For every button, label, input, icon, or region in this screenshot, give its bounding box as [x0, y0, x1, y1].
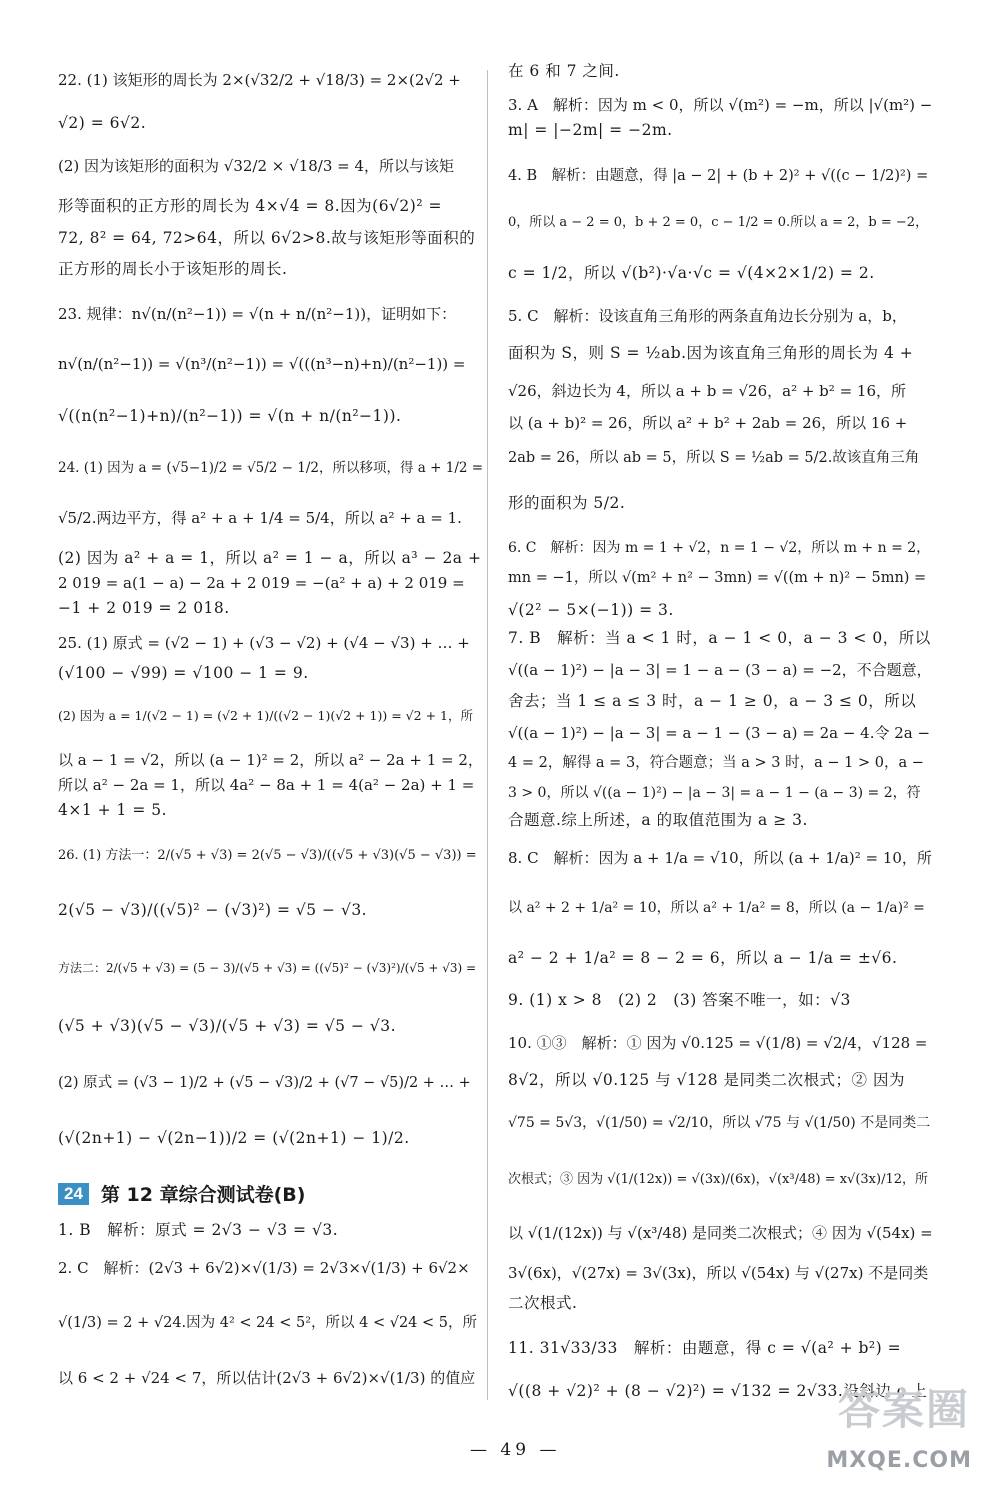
- text-line: 正方形的周长小于该矩形的周长.: [58, 260, 288, 278]
- text-line: √2) = 6√2.: [58, 114, 147, 132]
- text-line: 4 = 2，解得 a = 3，符合题意；当 a > 3 时，a − 1 > 0，a −: [508, 755, 924, 771]
- text-line: √(1/3) = 2 + √24.因为 4² < 24 < 5²，所以 4 < √24 < 5，所: [58, 1315, 478, 1331]
- text-line: 8. C 解析：因为 a + 1/a = √10，所以 (a + 1/a)² = 10，所: [508, 849, 932, 867]
- watermark-text-cn: 答案圈: [837, 1385, 970, 1434]
- text-line: 方法二：2/(√5 + √3) = (5 − 3)/(√5 + √3) = ((√5)² − (√3)²)/(√5 + √3) =: [58, 961, 477, 975]
- text-line: 以 (a + b)² = 26，所以 a² + b² + 2ab = 26，所以 16 +: [508, 414, 908, 432]
- text-line: 2(√5 − √3)/((√5)² − (√3)²) = √5 − √3.: [58, 901, 368, 919]
- text-line: 9. (1) x > 8 (2) 2 (3) 答案不唯一，如：√3: [508, 991, 851, 1009]
- text-line: (√100 − √99) = √100 − 1 = 9.: [58, 664, 309, 682]
- text-line: (√5 + √3)(√5 − √3)/(√5 + √3) = √5 − √3.: [58, 1017, 397, 1035]
- text-line: a² − 2 + 1/a² = 8 − 2 = 6，所以 a − 1/a = ±√6.: [508, 949, 898, 967]
- text-line: 26. (1) 方法一：2/(√5 + √3) = 2(√5 − √3)/((√5 + √3)(√5 − √3)) =: [58, 848, 477, 863]
- text-line: 5. C 解析：设该直角三角形的两条直角边长分别为 a，b，: [508, 307, 907, 325]
- text-line: 10. ①③ 解析：① 因为 √0.125 = √(1/8) = √2/4，√128 =: [508, 1034, 928, 1052]
- text-line: 7. B 解析：当 a < 1 时，a − 1 < 0，a − 3 < 0，所以: [508, 629, 931, 647]
- text-line: 在 6 和 7 之间.: [508, 62, 620, 80]
- text-line: 形等面积的正方形的周长为 4×√4 = 8.因为(6√2)² =: [58, 197, 442, 215]
- text-line: 3. A 解析：因为 m < 0，所以 √(m²) = −m，所以 |√(m²) −: [508, 96, 933, 114]
- text-line: −1 + 2 019 = 2 018.: [58, 599, 230, 617]
- text-line: 24. (1) 因为 a = (√5−1)/2 = √5/2 − 1/2，所以移项，得 a + 1/2 =: [58, 460, 484, 476]
- text-line: 4×1 + 1 = 5.: [58, 801, 168, 819]
- text-line: (2) 因为 a² + a = 1，所以 a² = 1 − a，所以 a³ − 2a +: [58, 549, 482, 567]
- text-line: 2ab = 26，所以 ab = 5，所以 S = ½ab = 5/2.故该直角三角: [508, 450, 920, 466]
- section-number-badge: 24: [58, 1183, 89, 1205]
- text-line: 3√(6x)，√(27x) = 3√(3x)，所以 √(54x) 与 √(27x) 不是同类: [508, 1264, 929, 1282]
- text-line: n√(n/(n²−1)) = √(n³/(n²−1)) = √(((n³−n)+n)/(n²−1)) =: [58, 355, 466, 373]
- text-line: 72, 8² = 64, 72>64，所以 6√2>8.故与该矩形等面积的: [58, 229, 476, 247]
- text-line: c = 1/2，所以 √(b²)·√a·√c = √(4×2×1/2) = 2.: [508, 264, 875, 282]
- text-line: √((a − 1)²) − |a − 3| = 1 − a − (3 − a) = −2，不合题意，: [508, 661, 932, 679]
- text-line: 以 √(1/(12x)) 与 √(x³/48) 是同类二次根式；④ 因为 √(54x) =: [508, 1224, 933, 1242]
- text-line: √((8 + √2)² + (8 − √2)²) = √132 = 2√33.设斜边 c 上: [508, 1382, 928, 1400]
- section-title: 第 12 章综合测试卷(B): [100, 1184, 306, 1206]
- column-divider: [487, 70, 488, 1400]
- text-line: 6. C 解析：因为 m = 1 + √2，n = 1 − √2，所以 m + n = 2，: [508, 540, 931, 556]
- text-line: 以 a − 1 = √2，所以 (a − 1)² = 2，所以 a² − 2a + 1 = 2，: [58, 751, 483, 769]
- text-line: 1. B 解析：原式 = 2√3 − √3 = √3.: [58, 1221, 339, 1239]
- text-line: (2) 原式 = (√3 − 1)/2 + (√5 − √3)/2 + (√7 − √5)/2 + … +: [58, 1075, 471, 1091]
- text-line: 2 019 = a(1 − a) − 2a + 2 019 = −(a² + a) + 2 019 =: [58, 574, 465, 592]
- text-line: √((n(n²−1)+n)/(n²−1)) = √(n + n/(n²−1)).: [58, 407, 402, 425]
- text-line: 2. C 解析：(2√3 + 6√2)×√(1/3) = 2√3×√(1/3) + 6√2×: [58, 1259, 470, 1277]
- text-line: mn = −1，所以 √(m² + n² − 3mn) = √((m + n)² − 5mn) =: [508, 570, 927, 586]
- text-line: 以 6 < 2 + √24 < 7，所以估计(2√3 + 6√2)×√(1/3) 的值应: [58, 1369, 476, 1387]
- text-line: √5/2.两边平方，得 a² + a + 1/4 = 5/4，所以 a² + a = 1.: [58, 509, 462, 527]
- text-line: 面积为 S，则 S = ½ab.因为该直角三角形的周长为 4 +: [508, 344, 914, 362]
- text-line: √75 = 5√3，√(1/50) = √2/10，所以 √75 与 √(1/50) 不是同类二: [508, 1115, 931, 1131]
- text-line: (√(2n+1) − √(2n−1))/2 = (√(2n+1) − 1)/2.: [58, 1129, 410, 1147]
- text-line: 以 a² + 2 + 1/a² = 10，所以 a² + 1/a² = 8，所以 (a − 1/a)² =: [508, 900, 925, 916]
- text-line: 8√2，所以 √0.125 与 √128 是同类二次根式；② 因为: [508, 1071, 905, 1089]
- text-line: 所以 a² − 2a = 1，所以 4a² − 8a + 1 = 4(a² − 2a) + 1 =: [58, 776, 475, 794]
- text-line: √((a − 1)²) − |a − 3| = a − 1 − (3 − a) = 2a − 4.令 2a −: [508, 724, 931, 742]
- text-line: 合题意.综上所述，a 的取值范围为 a ≥ 3.: [508, 811, 808, 829]
- page-number: — 49 —: [470, 1440, 561, 1460]
- text-line: 二次根式.: [508, 1294, 578, 1312]
- text-line: 0，所以 a − 2 = 0，b + 2 = 0，c − 1/2 = 0.所以 a = 2，b = −2，: [508, 215, 929, 230]
- text-line: √26，斜边长为 4，所以 a + b = √26，a² + b² = 16，所: [508, 382, 906, 400]
- text-line: 次根式；③ 因为 √(1/(12x)) = √(3x)/(6x)，√(x³/48) = x√(3x)/12，所: [508, 1172, 929, 1187]
- text-line: 25. (1) 原式 = (√2 − 1) + (√3 − √2) + (√4 − √3) + … +: [58, 634, 470, 652]
- text-line: 形的面积为 5/2.: [508, 494, 626, 512]
- text-line: 3 > 0，所以 √((a − 1)²) − |a − 3| = a − 1 − (a − 3) = 2，符: [508, 785, 921, 801]
- text-line: √(2² − 5×(−1)) = 3.: [508, 601, 674, 619]
- text-line: 23. 规律：n√(n/(n²−1)) = √(n + n/(n²−1))，证明如下：: [58, 305, 457, 323]
- text-line: 22. (1) 该矩形的周长为 2×(√32/2 + √18/3) = 2×(2√2 +: [58, 71, 461, 89]
- text-line: 4. B 解析：由题意，得 |a − 2| + (b + 2)² + √((c − 1/2)²) =: [508, 168, 929, 184]
- text-line: (2) 因为该矩形的面积为 √32/2 × √18/3 = 4，所以与该矩: [58, 157, 455, 175]
- text-line: (2) 因为 a = 1/(√2 − 1) = (√2 + 1)/((√2 − 1)(√2 + 1)) = √2 + 1，所: [58, 708, 473, 723]
- watermark-text-en: MXQE.COM: [826, 1448, 972, 1473]
- text-line: m| = |−2m| = −2m.: [508, 121, 673, 139]
- text-line: 11. 31√33/33 解析：由题意，得 c = √(a² + b²) =: [508, 1339, 902, 1357]
- section-banner: [58, 1180, 305, 1207]
- text-line: 舍去；当 1 ≤ a ≤ 3 时，a − 1 ≥ 0，a − 3 ≤ 0，所以: [508, 692, 917, 710]
